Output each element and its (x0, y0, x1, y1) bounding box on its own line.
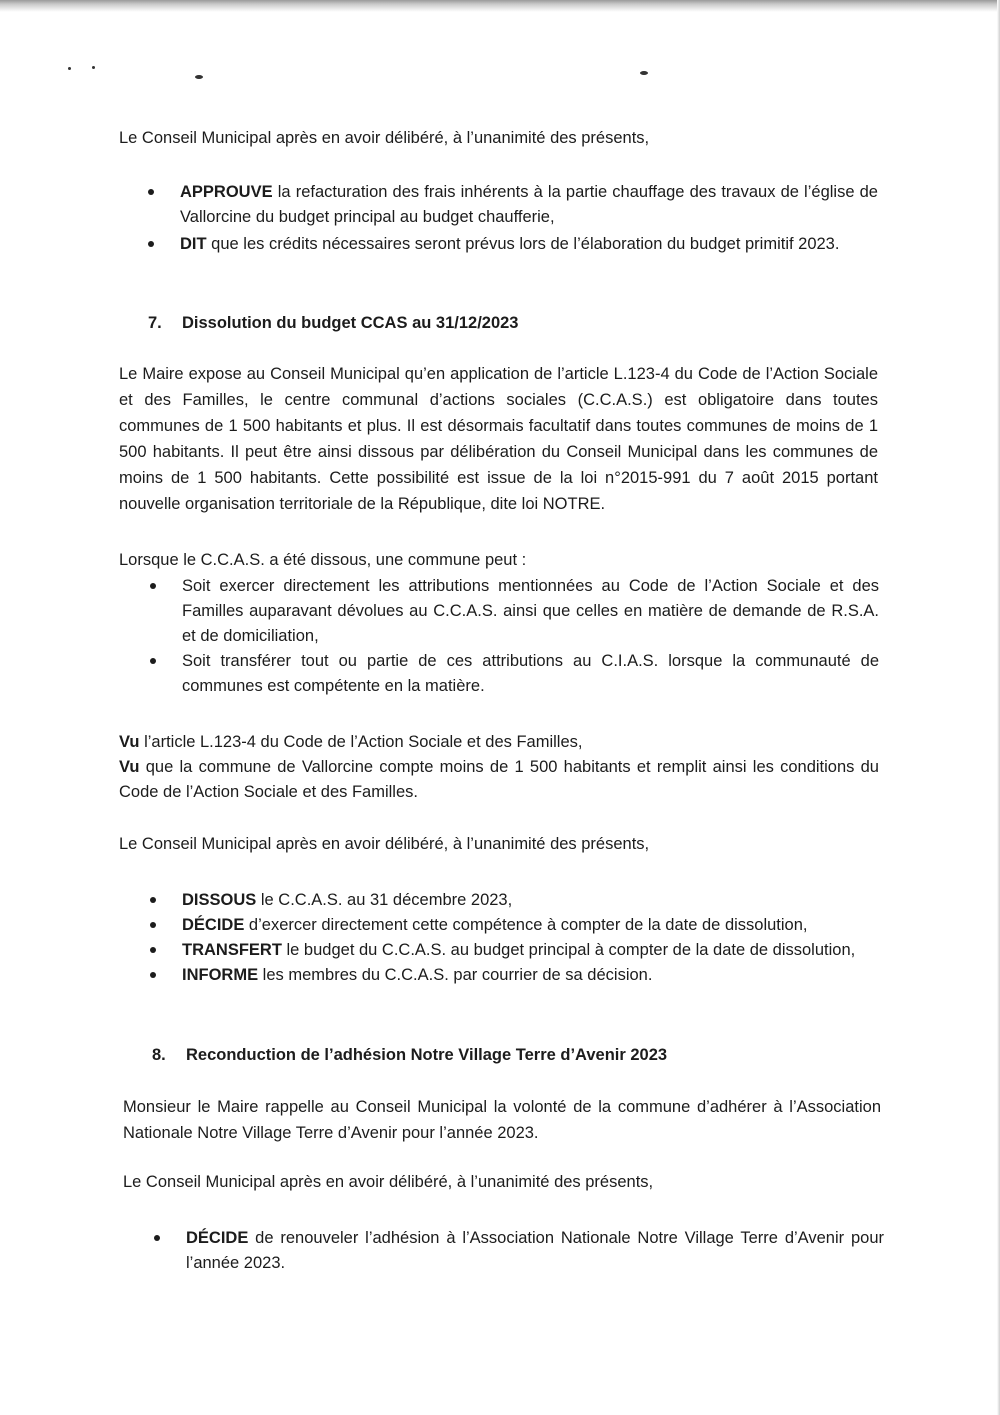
keyword: DÉCIDE (182, 916, 245, 934)
section8-heading (152, 1043, 852, 1068)
keyword: TRANSFERT (182, 941, 282, 959)
section8-decisions-list (186, 1226, 884, 1276)
section7-lead: Lorsque le C.C.A.S. a été dissous, une commune peut : (119, 551, 527, 569)
section8-intro: Le Conseil Municipal après en avoir délibéré, à l’unanimité des présents, (123, 1173, 654, 1191)
list-item: DISSOUS le C.C.A.S. au 31 décembre 2023, (182, 888, 880, 913)
section7-title: Dissolution du budget CCAS au 31/12/2023 (182, 314, 519, 332)
list-item: APPROUVE la refacturation des frais inhérents à la partie chauffage des travaux de l’église de Vallorcine du budget principal au budget chaufferie, (180, 180, 878, 230)
keyword: DÉCIDE (186, 1229, 249, 1247)
section6-bullet-list (180, 180, 878, 257)
keyword: DIT (180, 235, 207, 253)
keyword: APPROUVE (180, 183, 273, 201)
section7-number: 7. (148, 314, 162, 332)
keyword: DISSOUS (182, 891, 257, 909)
section7-paragraph: Le Maire expose au Conseil Municipal qu’en application de l’article L.123-4 du Code de l’Action Sociale et des Familles, le centre communal d’actions sociales (C.C.A.S.) est obligatoire dans toutes communes de 1 500 habitants et plus. Il est désormais facultatif dans toutes communes de moins de 1 500 habitants. Il peut être ainsi dissous par délibération du Conseil Municipal dans les communes de moins de 1 500 habitants. Cette possibilité est issue de la loi n°2015-991 du 7 août 2015 portant nouvelle organisation territoriale de la République, dite loi NOTRE. (119, 365, 878, 513)
scan-speck (92, 66, 95, 69)
keyword: Vu (119, 758, 140, 776)
section7-intro: Le Conseil Municipal après en avoir délibéré, à l’unanimité des présents, (119, 835, 650, 853)
keyword: INFORME (182, 966, 259, 984)
keyword: Vu (119, 733, 140, 751)
list-item: INFORME les membres du C.C.A.S. par courrier de sa décision. (182, 963, 880, 988)
list-item: DÉCIDE de renouveler l’adhésion à l’Association Nationale Notre Village Terre d’Avenir pour l’année 2023. (186, 1226, 884, 1276)
section7-vu-1: Vu l’article L.123-4 du Code de l’Action Sociale et des Familles, (119, 733, 583, 751)
scan-speck (640, 71, 648, 75)
list-item: DÉCIDE d’exercer directement cette compétence à compter de la date de dissolution, (182, 913, 880, 938)
list-item: Soit exercer directement les attributions mentionnées au Code de l’Action Sociale et des Familles auparavant dévolues au C.C.A.S. ainsi que celles en matière de demande de R.S.A. et de domiciliation, (182, 574, 879, 649)
section7-options-list (182, 574, 879, 699)
section7-decisions-list (182, 888, 880, 988)
list-item: DIT que les crédits nécessaires seront prévus lors de l’élaboration du budget primitif 2023. (180, 232, 878, 257)
section8-paragraph: Monsieur le Maire rappelle au Conseil Municipal la volonté de la commune d’adhérer à l’Association Nationale Notre Village Terre d’Avenir pour l’année 2023. (123, 1098, 881, 1142)
scan-speck (68, 67, 71, 70)
scan-border-top (0, 0, 1000, 12)
scan-speck (195, 75, 203, 79)
section7-vu-2: Vu que la commune de Vallorcine compte moins de 1 500 habitants et remplit ainsi les conditions du Code de l’Action Sociale et des Familles. (119, 758, 879, 801)
section6-intro: Le Conseil Municipal après en avoir délibéré, à l’unanimité des présents, (119, 129, 650, 147)
list-item: Soit transférer tout ou partie de ces attributions au C.I.A.S. lorsque la communauté de communes est compétente en la matière. (182, 649, 879, 699)
section7-heading (148, 311, 848, 336)
list-item: TRANSFERT le budget du C.C.A.S. au budget principal à compter de la date de dissolution, (182, 938, 880, 963)
section8-title: Reconduction de l’adhésion Notre Village Terre d’Avenir 2023 (186, 1046, 668, 1064)
section8-number: 8. (152, 1046, 166, 1064)
